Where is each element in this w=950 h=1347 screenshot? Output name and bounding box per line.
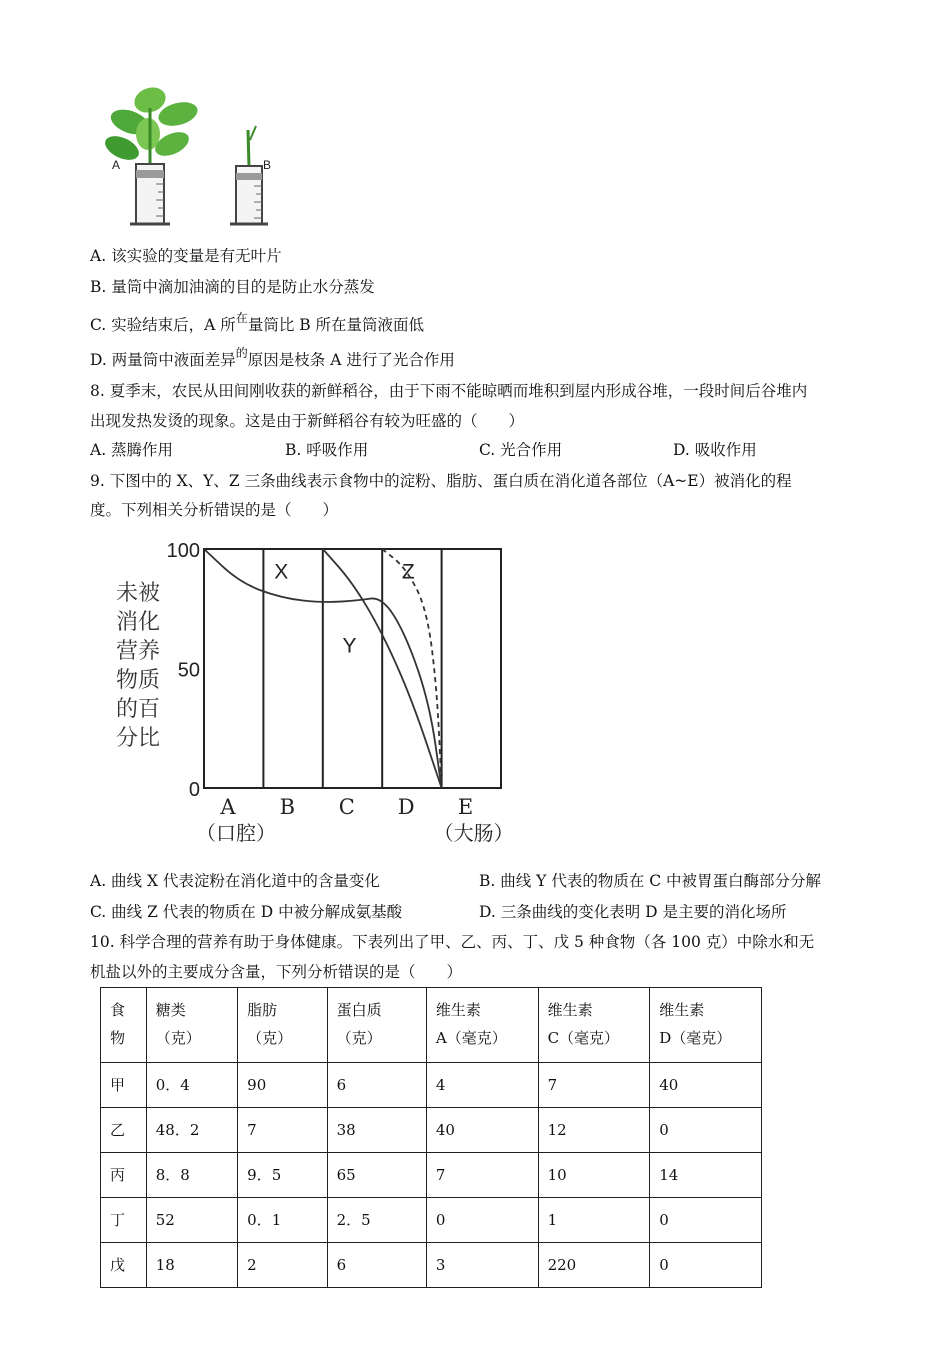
table-cell: 14 — [650, 1153, 762, 1198]
table-cell: 90 — [238, 1063, 327, 1108]
x-category-note: （口腔） — [196, 821, 276, 845]
table-cell: 2．5 — [327, 1198, 426, 1243]
table-cell: 0 — [650, 1108, 762, 1153]
table-cell: 9．5 — [238, 1153, 327, 1198]
table-cell: 40 — [426, 1108, 538, 1153]
table-cell: 戊 — [101, 1243, 147, 1288]
y-tick-label: 50 — [177, 659, 200, 682]
table-cell: 7 — [538, 1063, 650, 1108]
q7-option-c: C. 实验结束后，A 所$^在$量筒比 B 所在量筒液面低 — [90, 311, 425, 334]
header-cell: 脂肪 （克） — [238, 988, 327, 1063]
y-tick-label: 100 — [166, 540, 200, 562]
nutrient-table — [100, 987, 762, 1288]
table-cell: 7 — [426, 1153, 538, 1198]
table-cell: 乙 — [101, 1108, 147, 1153]
cylinder-a — [130, 164, 170, 224]
y-label-line: 分比 — [115, 726, 161, 751]
table-cell: 40 — [650, 1063, 762, 1108]
q10-stem-line1: 10. 科学合理的营养有助于身体健康。下表列出了甲、乙、丙、丁、戊 5 种食物（各 100 克）中除水和无 — [90, 933, 815, 951]
q7-option-b: B. 量筒中滴加油滴的目的是防止水分蒸发 — [90, 278, 375, 296]
table-cell: 1 — [538, 1198, 650, 1243]
q9-option-d: D. 三条曲线的变化表明 D 是主要的消化场所 — [479, 903, 787, 921]
label-b: B — [263, 158, 272, 172]
y-label-line: 营养 — [115, 639, 161, 664]
table-header-row — [101, 988, 762, 1063]
table-cell: 3 — [426, 1243, 538, 1288]
table-cell: 0 — [650, 1198, 762, 1243]
table-cell: 丙 — [101, 1153, 147, 1198]
q9-option-a: A. 曲线 X 代表淀粉在消化道中的含量变化 — [90, 872, 380, 890]
table-cell: 38 — [327, 1108, 426, 1153]
header-cell: 糖类 （克） — [146, 988, 237, 1063]
header-cell: 食 物 — [101, 988, 147, 1063]
q7-option-d: D. 两量筒中液面差异$^的$原因是枝条 A 进行了光合作用 — [90, 346, 455, 369]
curve-label-z: Z — [401, 560, 415, 584]
table-row — [101, 1243, 762, 1288]
q9-stem-line2: 度。下列相关分析错误的是（ ） — [90, 501, 339, 519]
y-axis-label — [116, 581, 160, 751]
table-cell: 0．1 — [238, 1198, 327, 1243]
x-category-note: （大肠） — [433, 821, 514, 845]
x-category-label: A — [220, 795, 236, 819]
table-row — [101, 1198, 762, 1243]
table-cell: 8．8 — [146, 1153, 237, 1198]
table-row — [101, 1108, 762, 1153]
y-label-line: 消化 — [115, 610, 161, 635]
curve-label-x: X — [274, 560, 289, 584]
header-cell: 维生素 A（毫克） — [426, 988, 538, 1063]
y-label-line: 物质 — [115, 668, 161, 693]
q9-option-b: B. 曲线 Y 代表的物质在 C 中被胃蛋白酶部分分解 — [479, 872, 822, 890]
header-cell: 维生素 C（毫克） — [538, 988, 650, 1063]
plant-cylinder-figure — [100, 78, 300, 230]
table-cell: 10 — [538, 1153, 650, 1198]
curve-label-y: Y — [342, 634, 357, 658]
y-tick-label: 0 — [188, 779, 200, 801]
x-category-label: D — [397, 795, 415, 819]
cylinder-b — [230, 166, 268, 224]
table-cell: 0．4 — [146, 1063, 237, 1108]
header-cell: 蛋白质 （克） — [327, 988, 426, 1063]
table-cell: 48．2 — [146, 1108, 237, 1153]
table-row — [101, 1153, 762, 1198]
x-category-label: B — [279, 795, 296, 819]
q9-stem-line1: 9. 下图中的 X、Y、Z 三条曲线表示食物中的淀粉、脂肪、蛋白质在消化道各部位（A~E）被消化的程 — [90, 472, 792, 490]
q8-stem-line1: 8. 夏季末，农民从田间刚收获的新鲜稻谷，由于下雨不能晾晒而堆积到屋内形成谷堆，一段时间后谷堆内 — [90, 382, 808, 400]
q7-option-a: A. 该实验的变量是有无叶片 — [90, 247, 282, 265]
x-category-label: E — [457, 795, 474, 819]
table-row — [101, 1063, 762, 1108]
q10-stem-line2: 机盐以外的主要成分含量，下列分析错误的是（ ） — [90, 963, 463, 981]
q9-option-c: C. 曲线 Z 代表的物质在 D 中被分解成氨基酸 — [90, 903, 403, 921]
q8-option-c: C. 光合作用 — [479, 441, 563, 459]
table-cell: 2 — [238, 1243, 327, 1288]
table-cell: 220 — [538, 1243, 650, 1288]
x-category-label: C — [338, 795, 355, 819]
curve-z — [382, 549, 441, 788]
table-cell: 65 — [327, 1153, 426, 1198]
label-a: A — [112, 158, 121, 172]
table-cell: 甲 — [101, 1063, 147, 1108]
table-cell: 4 — [426, 1063, 538, 1108]
digestion-chart — [100, 534, 520, 854]
q8-option-b: B. 呼吸作用 — [285, 441, 369, 459]
q8-option-a: A. 蒸腾作用 — [90, 441, 174, 459]
q8-option-d: D. 吸收作用 — [673, 441, 757, 459]
table-cell: 18 — [146, 1243, 237, 1288]
table-cell: 0 — [650, 1243, 762, 1288]
table-cell: 6 — [327, 1063, 426, 1108]
table-cell: 6 — [327, 1243, 426, 1288]
table-cell: 52 — [146, 1198, 237, 1243]
table-cell: 7 — [238, 1108, 327, 1153]
header-cell: 维生素 D（毫克） — [650, 988, 762, 1063]
y-label-line: 的百 — [115, 697, 161, 722]
table-cell: 0 — [426, 1198, 538, 1243]
y-label-line: 未被 — [115, 581, 161, 606]
table-cell: 丁 — [101, 1198, 147, 1243]
q8-stem-line2: 出现发热发烫的现象。这是由于新鲜稻谷有较为旺盛的（ ） — [90, 412, 525, 430]
table-cell: 12 — [538, 1108, 650, 1153]
